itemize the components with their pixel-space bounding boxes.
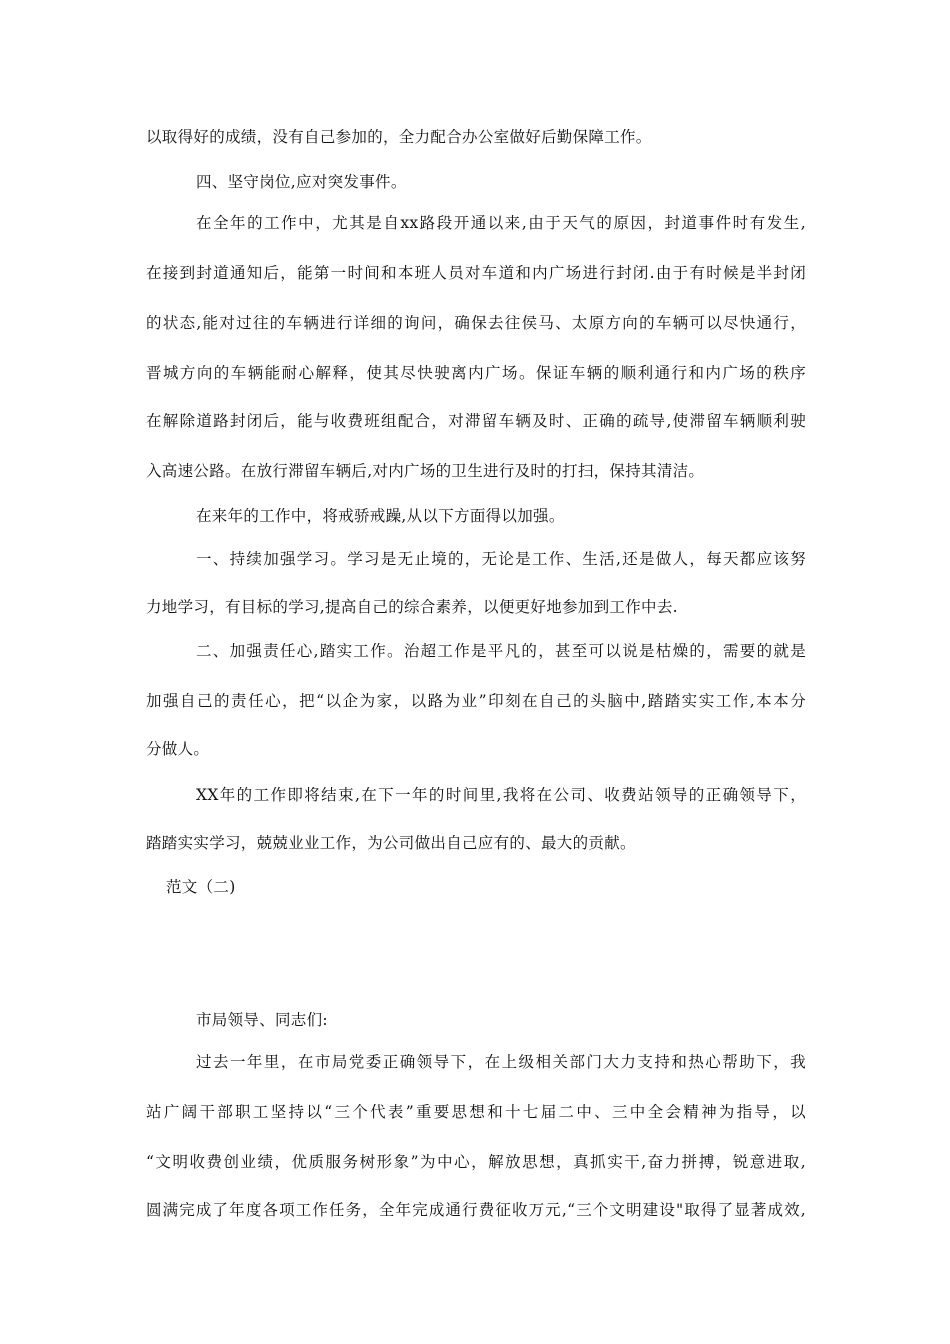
text-line: 分做人。	[146, 740, 210, 758]
text-line: 在解除道路封闭后，能与收费班组配合，对滞留车辆及时、正确的疏导,使滞留车辆顺利驶	[146, 412, 806, 430]
text-line: 晋城方向的车辆能耐心解释，使其尽快驶离内广场。保证车辆的顺利通行和内广场的秩序	[146, 364, 806, 382]
section-title: 范文（二)	[166, 878, 236, 896]
section-heading: 四、坚守岗位,应对突发事件。	[196, 173, 407, 191]
text-line: 的状态,能对过往的车辆进行详细的询问，确保去往侯马、太原方向的车辆可以尽快通行，	[146, 314, 806, 332]
salutation: 市局领导、同志们:	[196, 1011, 328, 1029]
text-line: 在来年的工作中，将戒骄戒躁,从以下方面得以加强。	[196, 507, 565, 525]
text-line: 力地学习，有目标的学习,提高自己的综合素养，以便更好地参加到工作中去.	[146, 598, 678, 616]
text-line: 入高速公路。在放行滞留车辆后,对内广场的卫生进行及时的打扫，保持其清洁。	[146, 462, 705, 480]
text-line: 站广阔干部职工坚持以“三个代表”重要思想和十七届二中、三中全会精神为指导，以	[146, 1103, 806, 1121]
text-line: XX年的工作即将结束,在下一年的时间里,我将在公司、收费站领导的正确领导下，	[196, 786, 806, 804]
text-line: 加强自己的责任心，把“以企为家，以路为业”印刻在自己的头脑中,踏踏实实工作,本本分	[146, 692, 806, 710]
text-line: 圆满完成了年度各项工作任务，全年完成通行费征收万元,“三个文明建设"取得了显著成效,	[146, 1201, 806, 1219]
text-line: 踏踏实实学习，兢兢业业工作，为公司做出自己应有的、最大的贡献。	[146, 834, 636, 852]
text-line: “文明收费创业绩，优质服务树形象”为中心，解放思想，真抓实干,奋力拼搏，锐意进取,	[146, 1153, 806, 1171]
text-line: 在全年的工作中，尤其是自xx路段开通以来,由于天气的原因，封道事件时有发生,	[196, 214, 806, 232]
text-line: 一、持续加强学习。学习是无止境的，无论是工作、生活,还是做人，每天都应该努	[196, 550, 806, 568]
text-line: 过去一年里，在市局党委正确领导下，在上级相关部门大力支持和热心帮助下，我	[196, 1053, 806, 1071]
text-line: 在接到封道通知后，能第一时间和本班人员对车道和内广场进行封闭.由于有时候是半封闭	[146, 264, 806, 282]
text-line: 二、加强责任心,踏实工作。治超工作是平凡的，甚至可以说是枯燥的，需要的就是	[196, 642, 806, 660]
text-line: 以取得好的成绩，没有自己参加的，全力配合办公室做好后勤保障工作。	[146, 128, 652, 146]
